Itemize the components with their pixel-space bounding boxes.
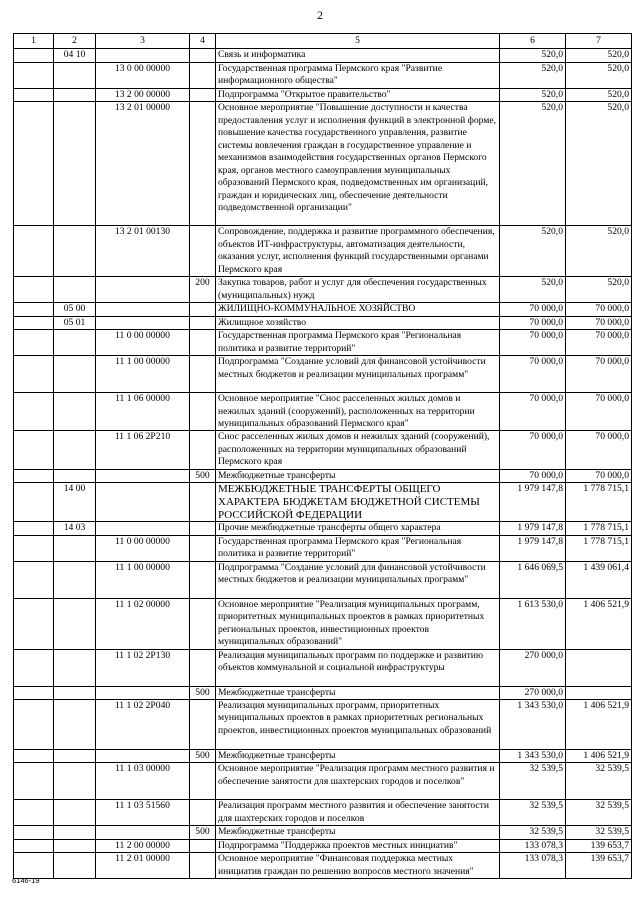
cell-c3 <box>96 749 190 762</box>
header-col-2: 2 <box>54 34 96 49</box>
cell-c1 <box>14 469 54 482</box>
cell-c7: 1 778 715,1 <box>566 535 632 561</box>
cell-c2 <box>54 686 96 699</box>
cell-c2 <box>54 277 96 303</box>
cell-c1 <box>14 598 54 649</box>
cell-c5: Связь и информатика <box>216 49 500 62</box>
cell-c2: 14 00 <box>54 483 96 522</box>
cell-c5: Сопровождение, поддержка и развитие программного обеспечения, объектов ИТ-инфраструктуры, автоматизация деятельности, оказания услуг, исполнения функций государственными органами Пермского края <box>216 226 500 277</box>
table-row <box>14 49 632 62</box>
cell-c6: 1 979 147,8 <box>500 483 566 522</box>
cell-c6: 270 000,0 <box>500 686 566 699</box>
cell-c4 <box>190 763 216 800</box>
cell-c5: Государственная программа Пермского края "Региональная политика и развитие территорий" <box>216 330 500 356</box>
cell-c6: 70 000,0 <box>500 303 566 316</box>
cell-c2: 05 00 <box>54 303 96 316</box>
cell-c1 <box>14 226 54 277</box>
cell-c4 <box>190 699 216 749</box>
cell-c1 <box>14 522 54 535</box>
cell-c1 <box>14 356 54 393</box>
header-col-4: 4 <box>190 34 216 49</box>
cell-c4 <box>190 535 216 561</box>
page-number: 2 <box>317 8 323 22</box>
cell-c3: 11 2 00 00000 <box>96 839 190 852</box>
cell-c5: Реализация муниципальных программ, приоритетных муниципальных проектов в рамках приоритетных региональных проектов, инвестиционных проектов муниципальных образований <box>216 699 500 749</box>
cell-c6: 70 000,0 <box>500 431 566 469</box>
cell-c6: 520,0 <box>500 88 566 101</box>
cell-c1 <box>14 535 54 561</box>
cell-c3: 13 2 01 00130 <box>96 226 190 277</box>
table-row <box>14 561 632 598</box>
cell-c4: 500 <box>190 826 216 839</box>
cell-c3: 11 1 02 2Р040 <box>96 699 190 749</box>
cell-c6: 32 539,5 <box>500 826 566 839</box>
cell-c3: 11 1 02 2Р130 <box>96 649 190 686</box>
table-row <box>14 102 632 226</box>
table-row <box>14 62 632 88</box>
cell-c6: 520,0 <box>500 49 566 62</box>
cell-c1 <box>14 699 54 749</box>
cell-c1 <box>14 393 54 431</box>
table-row <box>14 393 632 431</box>
cell-c6: 32 539,5 <box>500 763 566 800</box>
cell-c2 <box>54 469 96 482</box>
cell-c1 <box>14 303 54 316</box>
cell-c5: Межбюджетные трансферты <box>216 749 500 762</box>
cell-c7: 70 000,0 <box>566 330 632 356</box>
header-row <box>14 34 632 49</box>
cell-c1 <box>14 483 54 522</box>
cell-c2 <box>54 88 96 101</box>
cell-c6: 520,0 <box>500 102 566 226</box>
cell-c6: 520,0 <box>500 277 566 303</box>
cell-c2: 14 03 <box>54 522 96 535</box>
cell-c2 <box>54 356 96 393</box>
cell-c5: Снос расселенных жилых домов и нежилых зданий (сооружений), расположенных на территории муниципальных образований Пермского края <box>216 431 500 469</box>
cell-c3 <box>96 686 190 699</box>
cell-c3: 13 2 01 00000 <box>96 102 190 226</box>
cell-c6: 32 539,5 <box>500 800 566 826</box>
cell-c7: 1 406 521,9 <box>566 598 632 649</box>
cell-c2 <box>54 62 96 88</box>
cell-c3: 11 1 00 00000 <box>96 561 190 598</box>
cell-c4 <box>190 800 216 826</box>
table-row <box>14 699 632 749</box>
cell-c6: 1 646 069,5 <box>500 561 566 598</box>
cell-c5: Межбюджетные трансферты <box>216 469 500 482</box>
cell-c4 <box>190 49 216 62</box>
table-row <box>14 330 632 356</box>
cell-c7: 70 000,0 <box>566 316 632 329</box>
cell-c4 <box>190 649 216 686</box>
table-row <box>14 686 632 699</box>
cell-c4 <box>190 303 216 316</box>
cell-c7: 139 653,7 <box>566 839 632 852</box>
cell-c7: 70 000,0 <box>566 303 632 316</box>
cell-c5: Основное мероприятие "Финансовая поддержка местных инициатив граждан по решению вопросов местного значения" <box>216 853 500 879</box>
table-row <box>14 88 632 101</box>
header-col-6: 6 <box>500 34 566 49</box>
cell-c7: 520,0 <box>566 277 632 303</box>
cell-c4 <box>190 330 216 356</box>
cell-c7: 70 000,0 <box>566 431 632 469</box>
cell-c1 <box>14 62 54 88</box>
cell-c6: 70 000,0 <box>500 316 566 329</box>
cell-c6: 1 343 530,0 <box>500 749 566 762</box>
cell-c7 <box>566 649 632 686</box>
cell-c5: Реализация программ местного развития и обеспечение занятости для шахтерских городов и поселков <box>216 800 500 826</box>
cell-c5: Закупка товаров, работ и услуг для обеспечения государственных (муниципальных) нужд <box>216 277 500 303</box>
cell-c7: 1 778 715,1 <box>566 522 632 535</box>
cell-c3 <box>96 469 190 482</box>
cell-c5: Основное мероприятие "Реализация муниципальных программ, приоритетных муниципальных проектов в рамках приоритетных региональных проектов, инвестиционных проектов муниципальных образований" <box>216 598 500 649</box>
cell-c7: 1 406 521,9 <box>566 699 632 749</box>
table-row <box>14 535 632 561</box>
table-row <box>14 483 632 522</box>
cell-c7: 520,0 <box>566 62 632 88</box>
header-col-3: 3 <box>96 34 190 49</box>
table-body <box>14 49 632 879</box>
footer-code: 6146-19 <box>12 876 40 885</box>
cell-c3 <box>96 49 190 62</box>
cell-c2 <box>54 839 96 852</box>
cell-c5: Государственная программа Пермского края "Развитие информационного общества" <box>216 62 500 88</box>
cell-c1 <box>14 88 54 101</box>
cell-c4 <box>190 88 216 101</box>
table-row <box>14 226 632 277</box>
table-row <box>14 522 632 535</box>
cell-c5: Межбюджетные трансферты <box>216 686 500 699</box>
cell-c5: Основное мероприятие "Повышение доступности и качества предоставления услуг и исполнения функций в электронной форме, повышение качества государственного управления, развитие системы вовлечения граждан в государственное управление и механизмов взаимодействия государственных органов Пермского края, органов местного самоуправления муниципальных образований Пермского края, подведомственных им организаций, граждан и юридических лиц, обеспечение деятельности подведомственной организации" <box>216 102 500 226</box>
cell-c1 <box>14 649 54 686</box>
cell-c6: 520,0 <box>500 62 566 88</box>
table-row <box>14 277 632 303</box>
cell-c3 <box>96 483 190 522</box>
cell-c4 <box>190 483 216 522</box>
cell-c4 <box>190 853 216 879</box>
cell-c6: 520,0 <box>500 226 566 277</box>
cell-c1 <box>14 431 54 469</box>
cell-c7: 139 653,7 <box>566 853 632 879</box>
table-row <box>14 356 632 393</box>
cell-c5: Жилищное хозяйство <box>216 316 500 329</box>
cell-c1 <box>14 49 54 62</box>
cell-c5: Подпрограмма "Открытое правительство" <box>216 88 500 101</box>
cell-c2 <box>54 749 96 762</box>
table-row <box>14 763 632 800</box>
cell-c6: 70 000,0 <box>500 330 566 356</box>
cell-c7: 520,0 <box>566 102 632 226</box>
cell-c7: 32 539,5 <box>566 826 632 839</box>
cell-c3 <box>96 277 190 303</box>
cell-c2 <box>54 826 96 839</box>
cell-c3 <box>96 316 190 329</box>
cell-c2 <box>54 800 96 826</box>
table-row <box>14 826 632 839</box>
budget-table <box>13 33 632 879</box>
cell-c5: Основное мероприятие "Снос расселенных жилых домов и нежилых зданий (сооружений), расположенных на территории муниципальных образований Пермского края" <box>216 393 500 431</box>
cell-c1 <box>14 826 54 839</box>
cell-c2 <box>54 649 96 686</box>
cell-c1 <box>14 763 54 800</box>
cell-c3: 11 0 00 00000 <box>96 330 190 356</box>
cell-c7: 70 000,0 <box>566 356 632 393</box>
cell-c4 <box>190 393 216 431</box>
table-row <box>14 853 632 879</box>
cell-c3: 11 1 03 51560 <box>96 800 190 826</box>
cell-c6: 70 000,0 <box>500 393 566 431</box>
cell-c3 <box>96 522 190 535</box>
cell-c2 <box>54 561 96 598</box>
cell-c7: 520,0 <box>566 49 632 62</box>
table-row <box>14 839 632 852</box>
cell-c7: 520,0 <box>566 226 632 277</box>
cell-c4 <box>190 431 216 469</box>
cell-c6: 1 979 147,8 <box>500 535 566 561</box>
cell-c2: 04 10 <box>54 49 96 62</box>
cell-c1 <box>14 853 54 879</box>
cell-c4 <box>190 316 216 329</box>
cell-c3: 11 1 00 00000 <box>96 356 190 393</box>
cell-c1 <box>14 316 54 329</box>
cell-c7: 70 000,0 <box>566 393 632 431</box>
cell-c2 <box>54 393 96 431</box>
table-row <box>14 469 632 482</box>
header-col-1: 1 <box>14 34 54 49</box>
cell-c3: 13 0 00 00000 <box>96 62 190 88</box>
cell-c5: Межбюджетные трансферты <box>216 826 500 839</box>
cell-c4 <box>190 522 216 535</box>
cell-c6: 70 000,0 <box>500 469 566 482</box>
cell-c4: 500 <box>190 749 216 762</box>
cell-c6: 1 343 530,0 <box>500 699 566 749</box>
cell-c2 <box>54 102 96 226</box>
cell-c4 <box>190 839 216 852</box>
cell-c3: 11 1 06 2Р210 <box>96 431 190 469</box>
table-row <box>14 303 632 316</box>
cell-c2: 05 01 <box>54 316 96 329</box>
table-row <box>14 749 632 762</box>
cell-c6: 1 613 530,0 <box>500 598 566 649</box>
cell-c3 <box>96 826 190 839</box>
cell-c1 <box>14 330 54 356</box>
cell-c7: 520,0 <box>566 88 632 101</box>
cell-c1 <box>14 277 54 303</box>
cell-c5: ЖИЛИЩНО-КОММУНАЛЬНОЕ ХОЗЯЙСТВО <box>216 303 500 316</box>
cell-c1 <box>14 749 54 762</box>
cell-c3: 11 2 01 00000 <box>96 853 190 879</box>
cell-c1 <box>14 800 54 826</box>
cell-c2 <box>54 763 96 800</box>
cell-c6: 70 000,0 <box>500 356 566 393</box>
cell-c7: 32 539,5 <box>566 800 632 826</box>
cell-c2 <box>54 535 96 561</box>
cell-c2 <box>54 330 96 356</box>
cell-c1 <box>14 102 54 226</box>
cell-c7: 32 539,5 <box>566 763 632 800</box>
cell-c4 <box>190 598 216 649</box>
cell-c3: 13 2 00 00000 <box>96 88 190 101</box>
cell-c3 <box>96 303 190 316</box>
cell-c7 <box>566 686 632 699</box>
cell-c1 <box>14 686 54 699</box>
cell-c3: 11 1 02 00000 <box>96 598 190 649</box>
table-row <box>14 649 632 686</box>
cell-c4 <box>190 62 216 88</box>
cell-c7: 1 406 521,9 <box>566 749 632 762</box>
cell-c4: 500 <box>190 469 216 482</box>
cell-c6: 1 979 147,8 <box>500 522 566 535</box>
cell-c2 <box>54 431 96 469</box>
cell-c2 <box>54 226 96 277</box>
cell-c4: 200 <box>190 277 216 303</box>
table-row <box>14 800 632 826</box>
cell-c1 <box>14 561 54 598</box>
cell-c7: 70 000,0 <box>566 469 632 482</box>
cell-c5: Подпрограмма "Поддержка проектов местных инициатив" <box>216 839 500 852</box>
cell-c6: 133 078,3 <box>500 839 566 852</box>
cell-c5: Государственная программа Пермского края "Региональная политика и развитие территорий" <box>216 535 500 561</box>
table-row <box>14 316 632 329</box>
cell-c5: МЕЖБЮДЖЕТНЫЕ ТРАНСФЕРТЫ ОБЩЕГО ХАРАКТЕРА БЮДЖЕТАМ БЮДЖЕТНОЙ СИСТЕМЫ РОССИЙСКОЙ ФЕДЕРАЦИИ <box>216 483 500 522</box>
cell-c4 <box>190 102 216 226</box>
cell-c2 <box>54 853 96 879</box>
table-row <box>14 598 632 649</box>
cell-c1 <box>14 839 54 852</box>
cell-c5: Подпрограмма "Создание условий для финансовой устойчивости местных бюджетов и реализации муниципальных программ" <box>216 356 500 393</box>
cell-c7: 1 778 715,1 <box>566 483 632 522</box>
cell-c6: 270 000,0 <box>500 649 566 686</box>
cell-c4 <box>190 561 216 598</box>
cell-c6: 133 078,3 <box>500 853 566 879</box>
cell-c7: 1 439 061,4 <box>566 561 632 598</box>
cell-c3: 11 1 03 00000 <box>96 763 190 800</box>
cell-c4 <box>190 356 216 393</box>
cell-c5: Основное мероприятие "Реализация программ местного развития и обеспечение занятости для шахтерских городов и поселков" <box>216 763 500 800</box>
header-col-7: 7 <box>566 34 632 49</box>
cell-c3: 11 1 06 00000 <box>96 393 190 431</box>
cell-c5: Прочие межбюджетные трансферты общего характера <box>216 522 500 535</box>
cell-c2 <box>54 699 96 749</box>
header-col-5: 5 <box>216 34 500 49</box>
cell-c4: 500 <box>190 686 216 699</box>
cell-c5: Реализация муниципальных программ по поддержке и развитию объектов коммунальной и социальной инфраструктуры <box>216 649 500 686</box>
cell-c3: 11 0 00 00000 <box>96 535 190 561</box>
cell-c5: Подпрограмма "Создание условий для финансовой устойчивости местных бюджетов и реализации муниципальных программ" <box>216 561 500 598</box>
cell-c2 <box>54 598 96 649</box>
table-row <box>14 431 632 469</box>
cell-c4 <box>190 226 216 277</box>
